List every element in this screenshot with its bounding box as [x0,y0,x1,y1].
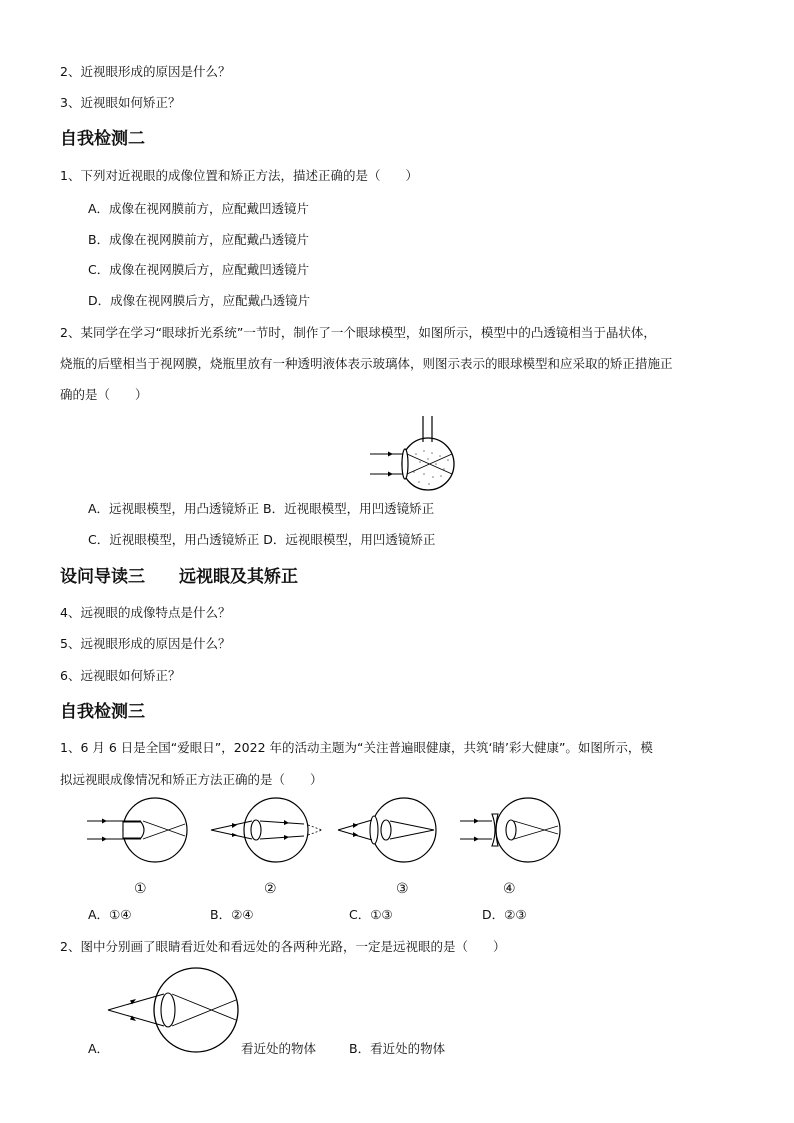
eye-model-flask-figure [366,414,466,494]
check3-q2-stem: 2、图中分别画了眼睛看近处和看远处的各两种光路，一定是远视眼的是（ ） [60,939,506,954]
figure-label-4: ④ [503,881,516,897]
eye-figure-1 [85,794,195,866]
eye-figure-near-object [106,966,240,1054]
eye-figure-2 [208,794,333,866]
check2-q2-stem-line1: 2、某同学在学习“眼球折光系统”一节时，制作了一个眼球模型，如图所示，模型中的凸透镜相当于晶状体， [60,325,656,340]
check3-q1-answer-c: C．①③ [349,907,393,922]
figure-label-1: ① [134,881,147,897]
part3-question-6: 6、远视眼如何矫正？ [60,668,181,683]
part2-question-2: 2、近视眼形成的原因是什么？ [60,64,231,79]
check3-q1-answer-b: B．②④ [210,907,254,922]
check3-q1-answer-d: D．②③ [482,907,527,922]
check3-q2-caption-a: 看近处的物体 [241,1041,317,1056]
part3-question-4: 4、远视眼的成像特点是什么？ [60,605,231,620]
check2-heading: 自我检测二 [60,129,145,149]
check3-q1-stem-line2: 拟远视眼成像情况和矫正方法正确的是（ ） [60,772,323,787]
check2-q2-options-row1: A．远视眼模型，用凸透镜矫正 B．近视眼模型，用凹透镜矫正 [88,501,435,516]
check3-heading: 自我检测三 [60,702,145,722]
eye-figure-4 [458,794,568,866]
check2-q1-option-a: A．成像在视网膜前方，应配戴凹透镜片 [88,201,310,216]
check2-q1-option-d: D．成像在视网膜后方，应配戴凸透镜片 [88,293,311,308]
check3-q2-label-b: B．看近处的物体 [349,1041,446,1056]
part3-heading: 设问导读三 远视眼及其矫正 [60,567,298,587]
check2-q1-option-c: C．成像在视网膜后方，应配戴凹透镜片 [88,262,310,277]
check2-q2-stem-line2: 烧瓶的后壁相当于视网膜，烧瓶里放有一种透明液体表示玻璃体，则图示表示的眼球模型和应采取的矫正措施正 [60,356,673,371]
eye-figure-3 [336,794,446,866]
figure-label-3: ③ [396,881,409,897]
check3-q1-stem-line1: 1、6 月 6 日是全国“爱眼日”，2022 年的活动主题为“关注普遍眼健康，共筑‘睛’彩大健康”。如图所示，模 [60,740,653,755]
check2-q2-options-row2: C．近视眼模型，用凸透镜矫正 D．远视眼模型，用凹透镜矫正 [88,532,436,547]
check2-q2-stem-line3: 确的是（ ） [60,387,148,402]
check2-q1-option-b: B．成像在视网膜前方，应配戴凸透镜片 [88,232,310,247]
check3-q1-answer-a: A．①④ [88,907,132,922]
figure-label-2: ② [264,881,277,897]
check2-q1-stem: 1、下列对近视眼的成像位置和矫正方法，描述正确的是（ ） [60,168,418,183]
check3-q2-label-a: A． [88,1041,110,1056]
part3-question-5: 5、远视眼形成的原因是什么？ [60,636,231,651]
part2-question-3: 3、近视眼如何矫正？ [60,95,181,110]
